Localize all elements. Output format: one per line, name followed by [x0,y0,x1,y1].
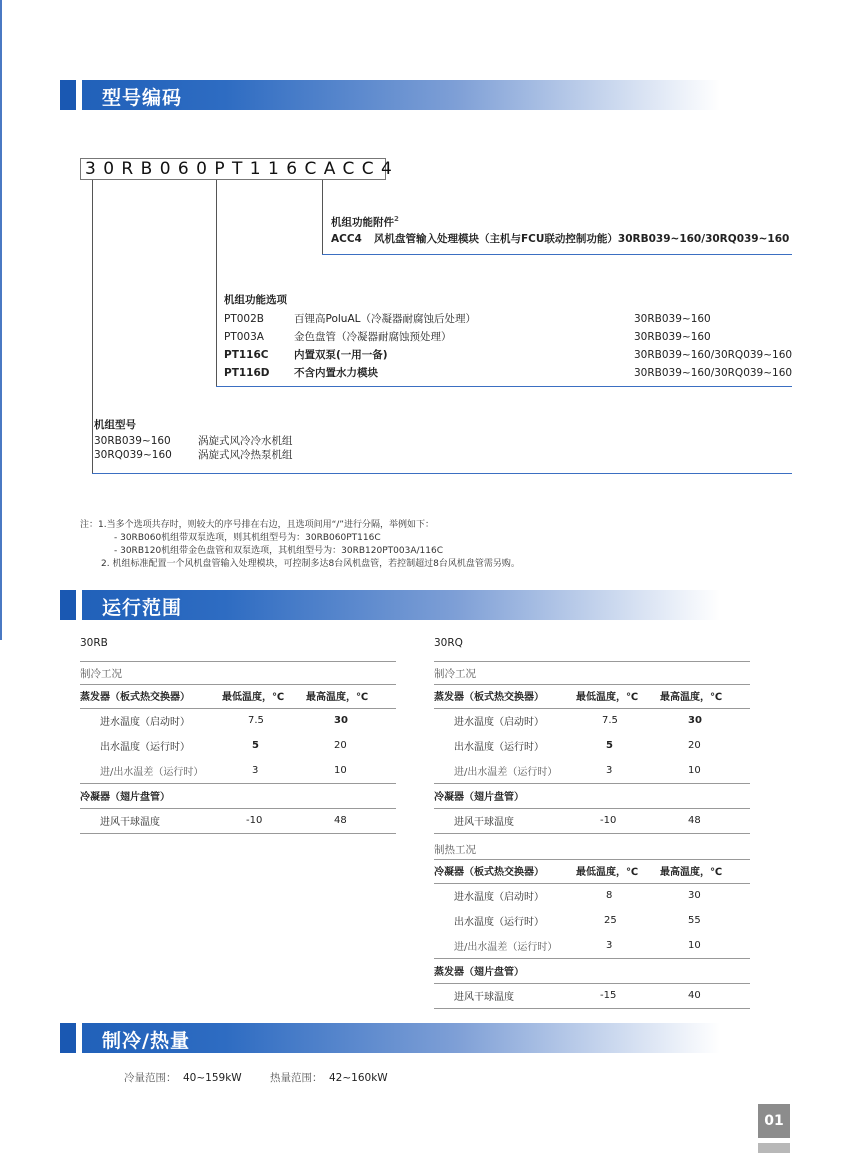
model-code-example: 30RB060PT116CACC4 [80,158,386,180]
table-row [434,883,750,908]
connector-unit-model [92,180,93,474]
cooling-capacity-value: 40~159kW [183,1072,242,1084]
underline-unit-model [92,473,792,474]
table-subheader-row [434,958,750,983]
accessories-title: 机组功能附件$^2$ [331,215,399,229]
table-row [434,708,750,733]
header-cell: 蒸发器（板式热交换器） [434,691,544,703]
header-cell: 最低温度，℃ [222,691,285,703]
option-desc: 不含内置水力模块 [294,367,378,379]
accessory-code: ACC4 [331,233,362,245]
table-row [80,708,396,733]
option-range: 30RB039~160 [634,331,711,343]
row-label: 进/出水温差（运行时） [454,766,558,778]
cell-max: 20 [688,740,701,751]
cell-max: 30 [688,890,701,902]
cell-min: 5 [252,740,259,751]
section-title-model-code: 型号编码 [102,87,183,109]
unit-model-desc: 涡旋式风冷热泵机组 [198,449,293,461]
table-rule [80,661,396,662]
unit-model-desc: 涡旋式风冷冷水机组 [198,435,293,447]
option-desc: 百锂高PoluAL（冷凝器耐腐蚀后处理） [294,313,476,325]
section-title-operating-range: 运行范围 [102,597,183,619]
cell-min: 7.5 [602,715,618,727]
option-code: PT116D [224,367,270,379]
cell-max: 30 [688,715,702,727]
note-line: 注：1.当多个选项共存时，则较大的序号排在右边，且选项间用“/”进行分隔，举例如下： [80,520,434,530]
rb-evaporator-table [80,683,396,834]
cell-min: 25 [604,915,617,926]
accessory-desc: 风机盘管输入处理模块（主机与FCU联动控制功能）30RB039~160/30RQ039~160 [374,233,790,245]
underline-accessories [322,254,792,255]
option-range: 30RB039~160/30RQ039~160 [634,367,793,379]
cooling-capacity-label: 冷量范围： [124,1072,177,1084]
subheader-cell: 冷凝器（翅片盘管） [80,792,170,803]
option-code: PT002B [224,313,264,325]
subheader-cell: 蒸发器（翅片盘管） [434,967,524,978]
cell-min: -10 [246,815,263,826]
page-left-accent-rule [0,0,2,640]
subheader-cell: 冷凝器（翅片盘管） [434,792,524,803]
row-label: 出水温度（运行时） [454,917,544,928]
heating-capacity-label: 热量范围： [270,1072,323,1084]
unit-model-title: 机组型号 [94,419,136,431]
cell-min: 3 [606,939,613,951]
header-cell: 最低温度，℃ [576,691,639,703]
cell-min: 3 [252,764,259,776]
rb-model-label: 30RB [80,637,108,649]
header-cell: 最高温度，℃ [306,691,369,703]
cell-min: 5 [606,740,613,751]
row-label: 进风干球温度 [100,817,160,828]
row-label: 出水温度（运行时） [454,742,544,753]
note-line: 2. 机组标准配置一个风机盘管输入处理模块，可控制多达8台风机盘管，若控制超过8台风机盘管需另购。 [101,559,520,569]
heating-capacity-value: 42~160kW [329,1072,388,1084]
row-label: 出水温度（运行时） [100,742,190,753]
connector-accessories [322,180,323,255]
table-row [434,983,750,1008]
page-number-tab [758,1143,790,1153]
option-range: 30RB039~160 [634,313,711,325]
cell-max: 20 [334,740,347,751]
table-row [434,733,750,758]
unit-model-code: 30RB039~160 [94,435,171,447]
cell-min: -10 [600,815,617,826]
section-header-stub [60,1023,82,1053]
note-line: - 30RB120机组带金色盘管和双泵选项，其机组型号为：30RB120PT003A/116C [114,546,443,556]
unit-model-code: 30RQ039~160 [94,449,172,461]
rq-evaporator-table [434,683,750,834]
underline-options [216,386,792,387]
options-title: 机组功能选项 [224,294,287,306]
section-header-operating-range [60,590,720,620]
rq-model-label: 30RQ [434,637,463,649]
cell-max: 10 [688,939,701,951]
cell-min: 3 [606,764,613,776]
cell-min: 7.5 [248,715,264,727]
option-code: PT116C [224,349,269,361]
row-label: 进水温度（启动时） [454,892,544,904]
row-label: 进风干球温度 [454,817,514,828]
page-number: 01 [758,1104,790,1138]
table-row [80,808,396,833]
cell-min: 8 [606,890,613,902]
header-cell: 最高温度，℃ [660,866,723,878]
option-desc: 内置双泵(一用一备) [294,349,388,361]
row-label: 进/出水温差（运行时） [454,941,558,953]
header-cell: 蒸发器（板式热交换器） [80,691,190,703]
cell-max: 55 [688,915,701,926]
table-row [434,758,750,783]
table-row [434,908,750,933]
row-label: 进水温度（启动时） [100,717,190,729]
table-subheader-row [80,783,396,808]
header-cell: 最低温度，℃ [576,866,639,878]
rq-heating-label: 制热工况 [434,844,476,856]
cell-max: 10 [688,764,701,776]
table-row [80,733,396,758]
rq-heating-table [434,858,750,1009]
row-label: 进/出水温差（运行时） [100,766,204,778]
table-row [434,808,750,833]
table-row [80,758,396,783]
row-label: 进水温度（启动时） [454,717,544,729]
header-cell: 冷凝器（板式热交换器） [434,866,544,878]
cell-max: 48 [334,815,347,826]
section-header-stub [60,590,82,620]
table-row [434,933,750,958]
connector-options [216,180,217,386]
cell-max: 40 [688,990,701,1001]
section-header-capacity [60,1023,720,1053]
table-header-row [434,683,750,708]
option-code: PT003A [224,331,264,343]
table-header-row [434,858,750,883]
cell-max: 30 [334,715,348,727]
section-header-stub [60,80,82,110]
cell-max: 48 [688,815,701,826]
rb-cooling-label: 制冷工况 [80,668,122,680]
cell-min: -15 [600,990,617,1001]
option-desc: 金色盘管（冷凝器耐腐蚀预处理） [294,331,452,343]
row-label: 进风干球温度 [454,992,514,1003]
header-cell: 最高温度，℃ [660,691,723,703]
section-header-model-code [60,80,720,110]
table-header-row [80,683,396,708]
table-subheader-row [434,783,750,808]
cell-max: 10 [334,764,347,776]
table-rule [434,661,750,662]
note-line: - 30RB060机组带双泵选项，则其机组型号为：30RB060PT116C [114,533,381,543]
option-range: 30RB039~160/30RQ039~160 [634,349,793,361]
rq-cooling-label: 制冷工况 [434,668,476,680]
section-title-capacity: 制冷/热量 [102,1030,190,1052]
